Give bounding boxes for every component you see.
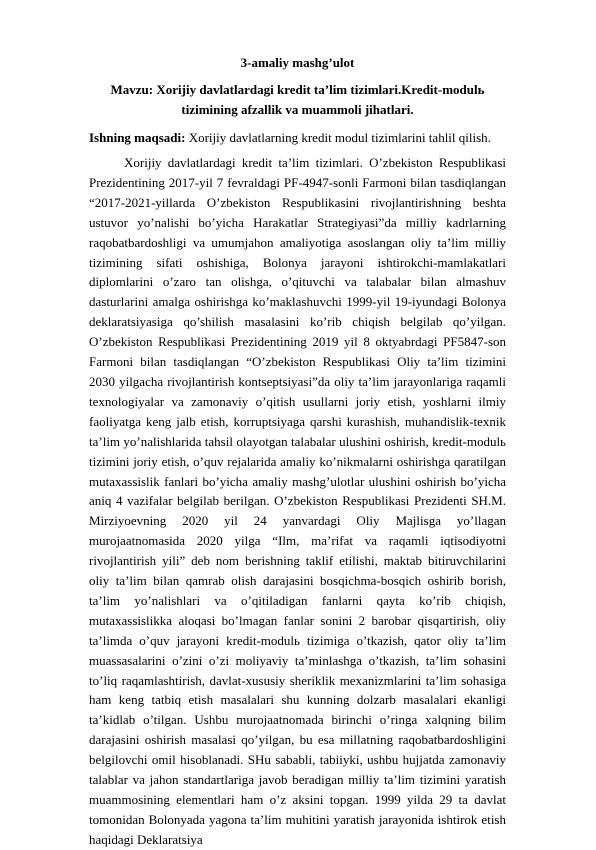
document-goal: [89, 128, 506, 148]
body-paragraph: Xorijiy davlatlardagi kredit ta’lim tizimlari. O’zbekiston Respublikasi Prezidentining 2017-yil 7 fevraldagi PF-4947-sonli Farmoni bilan tasdiqlangan “2017-2021-yillarda O’zbekiston Respublikasini rivojlantirishning beshta ustuvor yo’nalishi bo’yicha Harakatlar Strategiyasi”da milliy kadrlarning raqobatbardoshligi va umumjahon amaliyotiga asoslangan oliy ta’lim milliy tizimining sifati oshishiga, Bolonya jarayoni ishtirokchi-mamlakatlari diplomlarini o’zaro tan olishga, o’qituvchi va talabalar bilan almashuv dasturlarini amalga oshirishga ko’maklashuvchi 1999-yil 19-iyundagi Bolonya deklaratsiyasiga qo’shilish masalasini ko’rib chiqish belgilab qo’yilgan. O’zbekiston Respublikasi Prezidentining 2019 yil 8 oktyabrdagi PF5847-son Farmoni bilan tasdiqlangan “O’zbekiston Respublikasi Oliy ta’lim tizimini 2030 yilgacha rivojlantirish kontseptsiyasi”da oliy ta’lim jarayonlariga raqamli texnologiyalar va zamonaviy o’qitish usullarni joriy etish, yoshlarni ilmiy faoliyatga keng jalb etish, korruptsiyaga qarshi kurashish, muhandislik-texnik ta’lim yo’nalishlarida tahsil olayotgan talabalar ulushini oshirish, kredit-modulь tizimini joriy etish, o’quv rejalarida amaliy ko’nikmalarni oshirishga qaratilgan mutaxassislik fanlari bo’yicha amaliy mashg’ulotlar ulushini oshirish bo’yicha aniq 4 vazifalar belgilab berilgan. O’zbekiston Respublikasi Prezidenti SH.M. Mirziyoevning 2020 yil 24 yanvardagi Oliy Majlisga yo’llagan murojaatnomasida 2020 yilga “Ilm, ma’rifat va raqamli iqtisodiyotni rivojlantirish yili” deb nom berishning taklif etilishi, maktab bitiruvchilarini oliy ta’lim bilan qamrab olish darajasini bosqichma-bosqich oshirib borish, ta’lim yo’nalishlari va o’qitiladigan fanlarni qayta ko’rib chiqish, mutaxassislikka aloqasi bo’lmagan fanlar sonini 2 barobar qisqartirish, oliy ta’limda o’quv jarayoni kredit-modulь tizimiga o’tkazish, qator oliy ta’lim muassasalarini o’zini o’zi moliyaviy ta’minlashga o’tkazish, ta’lim sohasini to’liq raqamlashtirish, davlat-xususiy sheriklik mexanizmlarini ta’lim sohasiga ham keng tatbiq etish masalalari shu kunning dolzarb masalalari ekanligi ta’kidlab o’tilgan. Ushbu murojaatnomada birinchi o’ringa xalqning bilim darajasini oshirish masalasi qo’yilgan, bu esa millatning raqobatbardoshligini belgilovchi omil hisoblanadi. SHu sababli, tabiiyki, ushbu hujjatda zamonaviy talablar va jahon standartlariga javob beradigan milliy ta’lim tizimini yaratish muammosining elementlari ham o’z aksini topgan. 1999 yilda 29 ta davlat tomonidan Bolonyada yagona ta’lim muhitini yaratish jarayonida ishtirok etish haqidagi Deklaratsiya: [89, 155, 506, 847]
document-subject: Mavzu: Xorijiy davlatlardagi kredit ta’lim tizimlari.Kredit-modulь tizimining afzallik va muammoli jihatlari.: [110, 82, 485, 117]
goal-label: Ishning maqsadi:: [89, 130, 186, 145]
document-title: 3-amaliy mashg’ulot: [240, 55, 355, 70]
goal-text: Xorijiy davlatlarning kredit modul tizimlarini tahlil qilish.: [185, 130, 491, 145]
